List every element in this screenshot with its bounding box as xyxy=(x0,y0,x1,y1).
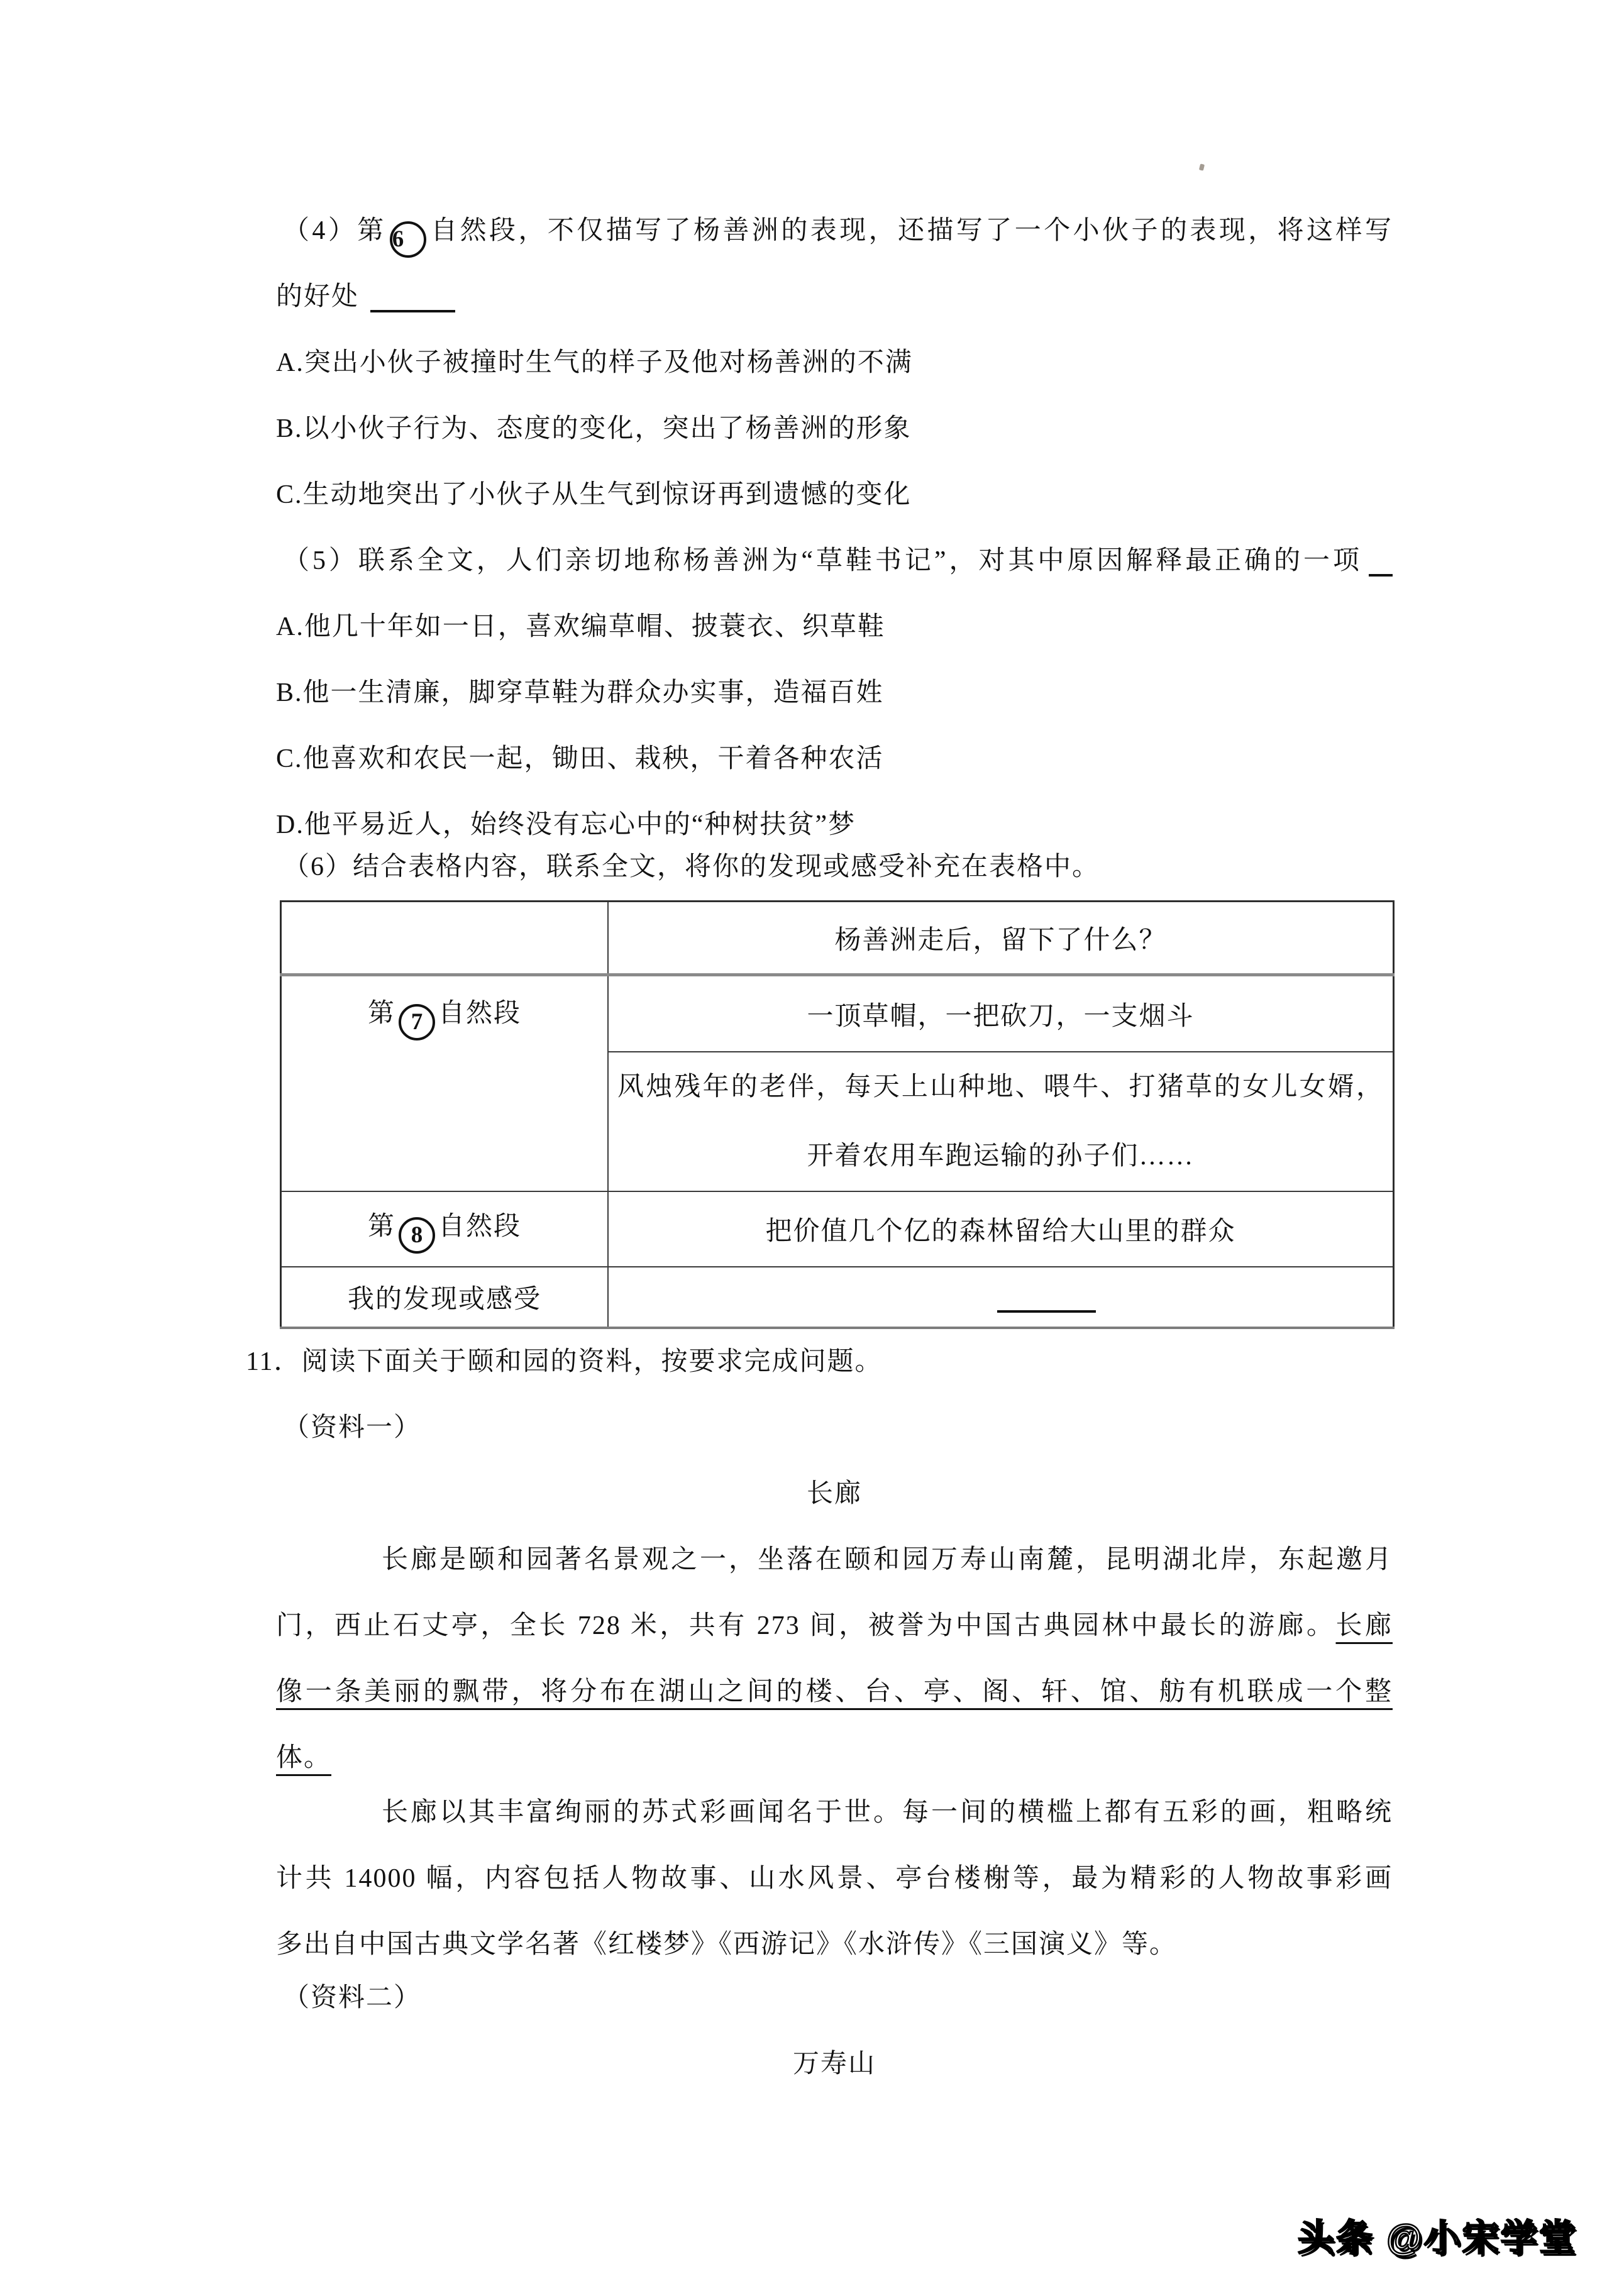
cell-text-line2 xyxy=(609,1122,1393,1191)
circled-number-6: 6 xyxy=(390,221,426,258)
stray-mark xyxy=(1199,163,1205,170)
circled-number-7: 7 xyxy=(399,1004,435,1040)
watermark-toutiao-xiaosong: 头条 @小宋学堂 xyxy=(1298,2217,1577,2258)
answer-blank-q5 xyxy=(1369,558,1393,577)
question-6-text: （6）结合表格内容，联系全文，将你的发现或感受补充在表格中。 xyxy=(283,853,1100,881)
table-row-feeling xyxy=(281,1267,1394,1328)
table-cell-para7-item2 xyxy=(608,1052,1394,1191)
table-row-para7 xyxy=(281,975,1394,1052)
label-text: 第 xyxy=(367,1211,395,1241)
label-text: 我的发现或感受 xyxy=(347,1285,541,1314)
paragraph-text: 门，西止石丈亭，全长 728 米，共有 273 间，被誉为中国古典园林中最长的游廊。 xyxy=(276,1611,1336,1640)
paragraph-text: 多出自中国古典文学名著《红楼梦》《西游记》《水浒传》《三国演义》等。 xyxy=(276,1930,1178,1959)
option-label: C.生动地突出了小伙子从生气到惊讶再到遗憾的变化 xyxy=(276,480,912,509)
underlined-text: 长廊 xyxy=(1335,1611,1393,1640)
label-text: 自然段 xyxy=(438,1211,522,1241)
question-6-line xyxy=(276,834,1393,900)
label-text: 第 xyxy=(367,999,395,1028)
question-4-text: 自然段，不仅描写了杨善洲的表现，还描写了一个小伙子的表现，将这样写 xyxy=(429,216,1393,245)
underlined-text: 像一条美丽的飘带，将分布在湖山之间的楼、台、亭、阁、轩、馆、舫有机联成一个整 xyxy=(276,1677,1393,1706)
table-cell-empty xyxy=(281,902,609,975)
tag-text: （资料一） xyxy=(283,1413,422,1442)
material-1-p2-line1 xyxy=(276,1780,1393,1846)
underlined-text: 体。 xyxy=(276,1743,332,1772)
material-1-p2 xyxy=(276,1780,1393,1978)
paragraph-text: 计共 14000 幅，内容包括人物故事、山水风景、亭台楼榭等，最为精彩的人物故事彩画 xyxy=(276,1864,1393,1893)
question-4-option-a xyxy=(276,330,1393,396)
title-text: 万寿山 xyxy=(792,2050,876,2078)
option-label: D.他平易近人，始终没有忘心中的“种树扶贫”梦 xyxy=(276,810,856,839)
question-4-line-1 xyxy=(276,198,1393,264)
paragraph-text: 长廊是颐和园著名景观之一，坐落在颐和园万寿山南麓，昆明湖北岸，东起邀月 xyxy=(382,1545,1393,1574)
table-header-text: 杨善洲走后，留下了什么？ xyxy=(834,925,1167,955)
cell-text: 把价值几个亿的森林留给大山里的群众 xyxy=(765,1217,1236,1246)
table-cell-feeling-label xyxy=(281,1267,609,1328)
table-cell-para7-label xyxy=(281,975,609,1192)
option-label: B.他一生清廉，脚穿草鞋为群众办实事，造福百姓 xyxy=(276,678,884,707)
cell-text: 风烛残年的老伴，每天上山种地、喂牛、打猪草的女儿女婿， xyxy=(617,1073,1384,1101)
table-row-para8 xyxy=(281,1191,1394,1267)
question-5-line xyxy=(276,528,1393,594)
para7-label xyxy=(282,976,607,1051)
table-cell-question xyxy=(608,902,1394,975)
question-11-line xyxy=(246,1329,1393,1395)
title-text: 长廊 xyxy=(806,1479,862,1508)
table-cell-para8-item xyxy=(608,1191,1394,1267)
question-5-option-c xyxy=(276,726,1393,792)
cell-text: 开着农用车跑运输的孙子们…… xyxy=(807,1142,1195,1171)
material-2-title xyxy=(276,2031,1393,2097)
question-5-text: （5）联系全文，人们亲切地称杨善洲为“草鞋书记”，对其中原因解释最正确的一项 xyxy=(283,546,1362,575)
circled-number-8: 8 xyxy=(399,1217,435,1254)
label-text: 自然段 xyxy=(438,999,522,1028)
option-label: A.他几十年如一日，喜欢编草帽、披蓑衣、织草鞋 xyxy=(276,612,885,641)
table-cell-para8-label xyxy=(281,1191,609,1267)
paragraph-text: 长廊以其丰富绚丽的苏式彩画闻名于世。每一间的横槛上都有五彩的画，粗略统 xyxy=(382,1798,1393,1827)
question-4-option-b xyxy=(276,396,1393,462)
option-label: B.以小伙子行为、态度的变化，突出了杨善洲的形象 xyxy=(276,414,912,443)
tag-text: （资料二） xyxy=(283,1984,422,2012)
question-4-option-c xyxy=(276,462,1393,528)
question-5-option-a xyxy=(276,594,1393,660)
material-1-p2-line2 xyxy=(276,1846,1393,1912)
question-4-text-cont: 的好处 xyxy=(276,282,360,311)
table-cell-feeling-blank xyxy=(608,1267,1394,1328)
material-1-p1-line3 xyxy=(276,1659,1393,1725)
question-4-line-2 xyxy=(276,264,1393,330)
answer-blank-q4 xyxy=(370,294,455,312)
material-1-title xyxy=(276,1461,1393,1527)
material-1-tag xyxy=(276,1395,1393,1461)
cell-text-line1 xyxy=(609,1052,1393,1122)
answer-table xyxy=(280,900,1395,1329)
cell-text: 一顶草帽，一把砍刀，一支烟斗 xyxy=(807,1002,1195,1031)
table-row-header xyxy=(281,902,1394,975)
question-11-text: 11．阅读下面关于颐和园的资料，按要求完成问题。 xyxy=(246,1347,883,1376)
question-5-option-b xyxy=(276,660,1393,726)
answer-blank-table xyxy=(997,1294,1096,1313)
material-1-p1-line1 xyxy=(276,1527,1393,1593)
question-4-prefix: （4）第 xyxy=(283,216,387,245)
table-cell-para7-item1 xyxy=(608,975,1394,1052)
material-1-p1-line2 xyxy=(276,1593,1393,1659)
option-label: A.突出小伙子被撞时生气的样子及他对杨善洲的不满 xyxy=(276,348,913,377)
option-label: C.他喜欢和农民一起，锄田、栽秧，干着各种农活 xyxy=(276,744,884,773)
